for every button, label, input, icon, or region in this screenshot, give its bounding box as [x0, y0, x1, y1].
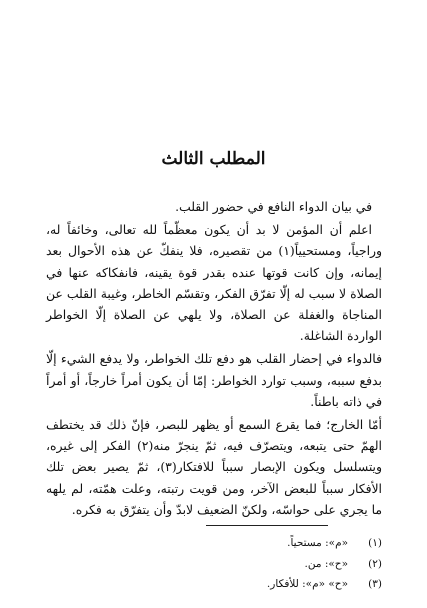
footnote	[60, 574, 382, 595]
footnote-text: «م»: مستحياً.	[287, 537, 348, 549]
footnote-number: (١)	[368, 537, 382, 549]
footnote-number: (٢)	[368, 557, 382, 570]
footnote-divider	[206, 525, 328, 526]
footnote	[60, 533, 382, 554]
main-text	[46, 196, 382, 520]
paragraph: فالدواء في إحضار القلب هو دفع تلك الخواطر، ولا يدفع الشيء إلّا بدفع سببه، وسبب توارد الخواطر: إمّا أن يكون أمراً خارجاً، أو أمراً في ذاته باطناً.	[46, 351, 382, 409]
footnotes	[60, 533, 382, 595]
footnote	[60, 554, 382, 575]
footnote-text: «ح»: من.	[304, 557, 348, 570]
footnote-number: (٣)	[368, 578, 382, 590]
paragraph: أمّا الخارج؛ فما يقرع السمع أو يظهر للبصر، فإنّ ذلك قد يختطف الهمّ حتى يتبعه، ويتصرّف فيه، ثمّ ينجرّ منه(٢) الفكر إلى غيره، ويتسلسل ويكون الإبصار سبباً للافتكار(٣)، ثمّ يصير بعض تلك الأفكار سبباً للبعض الآخر، ومن قويت رتبته، وعلت همّته، لم يلهه ما يجري على حواسّه، ولكنّ الضعيف لابدّ وأن يتفرّق به فكره.	[46, 417, 382, 517]
section-heading: المطلب الثالث	[161, 149, 266, 169]
footnote-text: «ح» «م»: للأفكار.	[266, 578, 348, 590]
paragraph-topic: في بيان الدواء النافع في حضور القلب.	[175, 199, 372, 214]
paragraph: اعلم أن المؤمن لا بد أن يكون معظّماً لله تعالى، وخائفاً له، وراجياً، ومستحيياً(١) من تقصيره، فلا ينفكّ عن هذه الأحوال بعد إيمانه، وإن كانت قوتها عنده بقدر قوة يقينه، فانفكاكه عنها في الصلاة لا سبب له إلّا تفرّق الفكر، وتقسّم الخاطر، وغيبة القلب عن المناجاة والغفلة عن الصلاة، ولا يلهي عن الصلاة إلّا الخواطر الواردة الشاغلة.	[46, 222, 382, 344]
